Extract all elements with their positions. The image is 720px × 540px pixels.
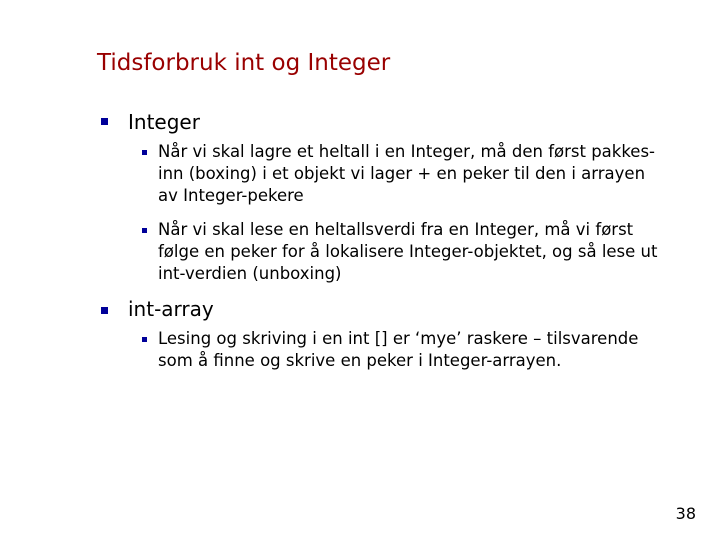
point-line: inn (boxing) i et objekt vi lager + en peker til den i arrayen: [158, 164, 646, 183]
point-unboxing: [158, 219, 718, 285]
point-line: Lesing og skriving i en int [] er ‘mye’ raskere – tilsvarende: [158, 329, 639, 348]
point-line: av Integer-pekere: [158, 186, 304, 205]
point-line: som å finne og skrive en peker i Integer-arrayen.: [158, 351, 562, 370]
level2-bullet-icon: [142, 228, 147, 233]
level2-bullet-icon: [142, 337, 147, 342]
slide-number: 38: [675, 504, 696, 523]
section-heading-integer: Integer: [128, 110, 200, 134]
level1-bullet-icon: [101, 118, 108, 125]
slide-title: Tidsforbruk int og Integer: [97, 50, 391, 76]
point-int-array-speed: [158, 328, 718, 372]
point-line: følge en peker for å lokalisere Integer-objektet, og så lese ut: [158, 242, 658, 261]
point-line: int-verdien (unboxing): [158, 264, 342, 283]
point-line: Når vi skal lagre et heltall i en Integer, må den først pakkes-: [158, 142, 656, 161]
point-line: Når vi skal lese en heltallsverdi fra en Integer, må vi først: [158, 220, 634, 239]
level2-bullet-icon: [142, 150, 147, 155]
section-heading-int-array: int-array: [128, 297, 214, 321]
level1-bullet-icon: [101, 307, 108, 314]
point-boxing: [158, 141, 718, 207]
